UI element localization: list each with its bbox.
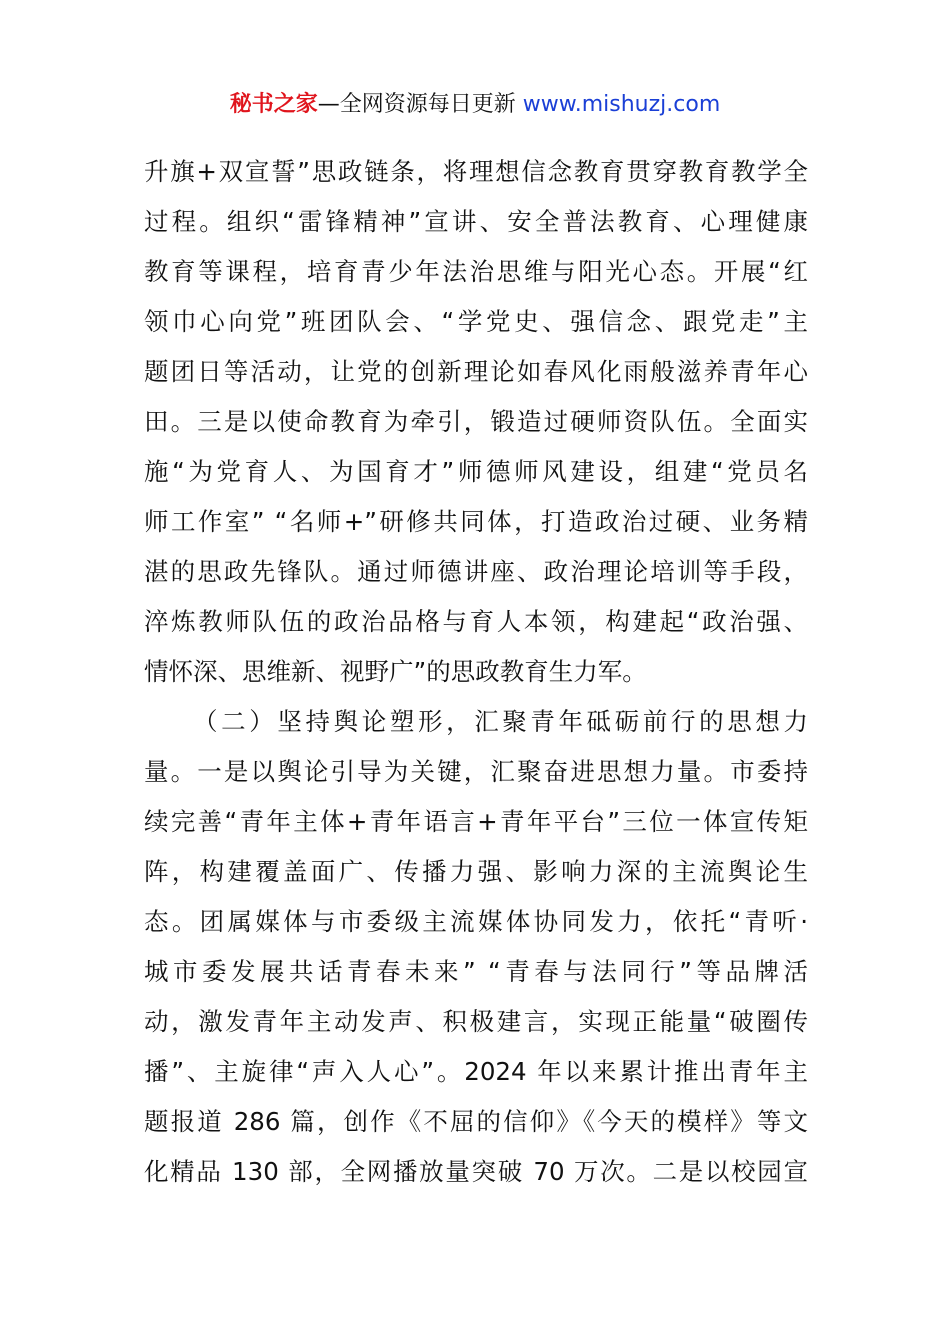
- text-line: 动，激发青年主动发声、积极建言，实现正能量“破圈传: [144, 1007, 808, 1036]
- text-line: 题报道 286 篇，创作《不屈的信仰》《今天的模样》等文: [144, 1107, 808, 1136]
- text-line: 播”、主旋律“声入人心”。2024 年以来累计推出青年主: [144, 1057, 808, 1086]
- text-line: 领巾心向党”班团队会、“学党史、强信念、跟党走”主: [144, 307, 808, 336]
- text-line: 量。一是以舆论引导为关键，汇聚奋进思想力量。市委持: [144, 757, 808, 786]
- text-line: 情怀深、思维新、视野广”的思政教育生力军。: [144, 657, 647, 686]
- text-line: 施“为党育人、为国育才”师德师风建设，组建“党员名: [144, 457, 808, 486]
- text-line: 续完善“青年主体+青年语言+青年平台”三位一体宣传矩: [144, 807, 808, 836]
- brand-name: 秘书之家: [229, 92, 318, 117]
- text-line: 过程。组织“雷锋精神”宣讲、安全普法教育、心理健康: [144, 207, 808, 236]
- text-line: 师工作室” “名师+”研修共同体，打造政治过硬、业务精: [144, 507, 808, 536]
- text-line: 化精品 130 部，全网播放量突破 70 万次。二是以校园宣: [144, 1157, 808, 1186]
- text-line: 城市委发展共话青春未来” “青春与法同行”等品牌活: [144, 957, 808, 986]
- section-heading-line: （二）坚持舆论塑形，汇聚青年砥砺前行的思想力: [193, 707, 808, 736]
- text-line: 题团日等活动，让党的创新理论如春风化雨般滋养青年心: [144, 357, 808, 386]
- site-url-link[interactable]: www.mishuzj.com: [522, 92, 721, 117]
- text-line: 阵，构建覆盖面广、传播力强、影响力深的主流舆论生: [144, 857, 808, 886]
- document-body: [144, 147, 808, 1197]
- text-line: 升旗+双宣誓”思政链条，将理想信念教育贯穿教育教学全: [144, 157, 808, 186]
- text-line: 田。三是以使命教育为牵引，锻造过硬师资队伍。全面实: [144, 407, 808, 436]
- text-line: 教育等课程，培育青少年法治思维与阳光心态。开展“红: [144, 257, 808, 286]
- header-tagline: —全网资源每日更新: [317, 92, 523, 117]
- text-line: 态。团属媒体与市委级主流媒体协同发力，依托“青听·: [144, 907, 808, 936]
- text-line: 淬炼教师队伍的政治品格与育人本领，构建起“政治强、: [144, 607, 808, 636]
- text-line: 湛的思政先锋队。通过师德讲座、政治理论培训等手段，: [144, 557, 808, 586]
- site-header: [0, 88, 950, 122]
